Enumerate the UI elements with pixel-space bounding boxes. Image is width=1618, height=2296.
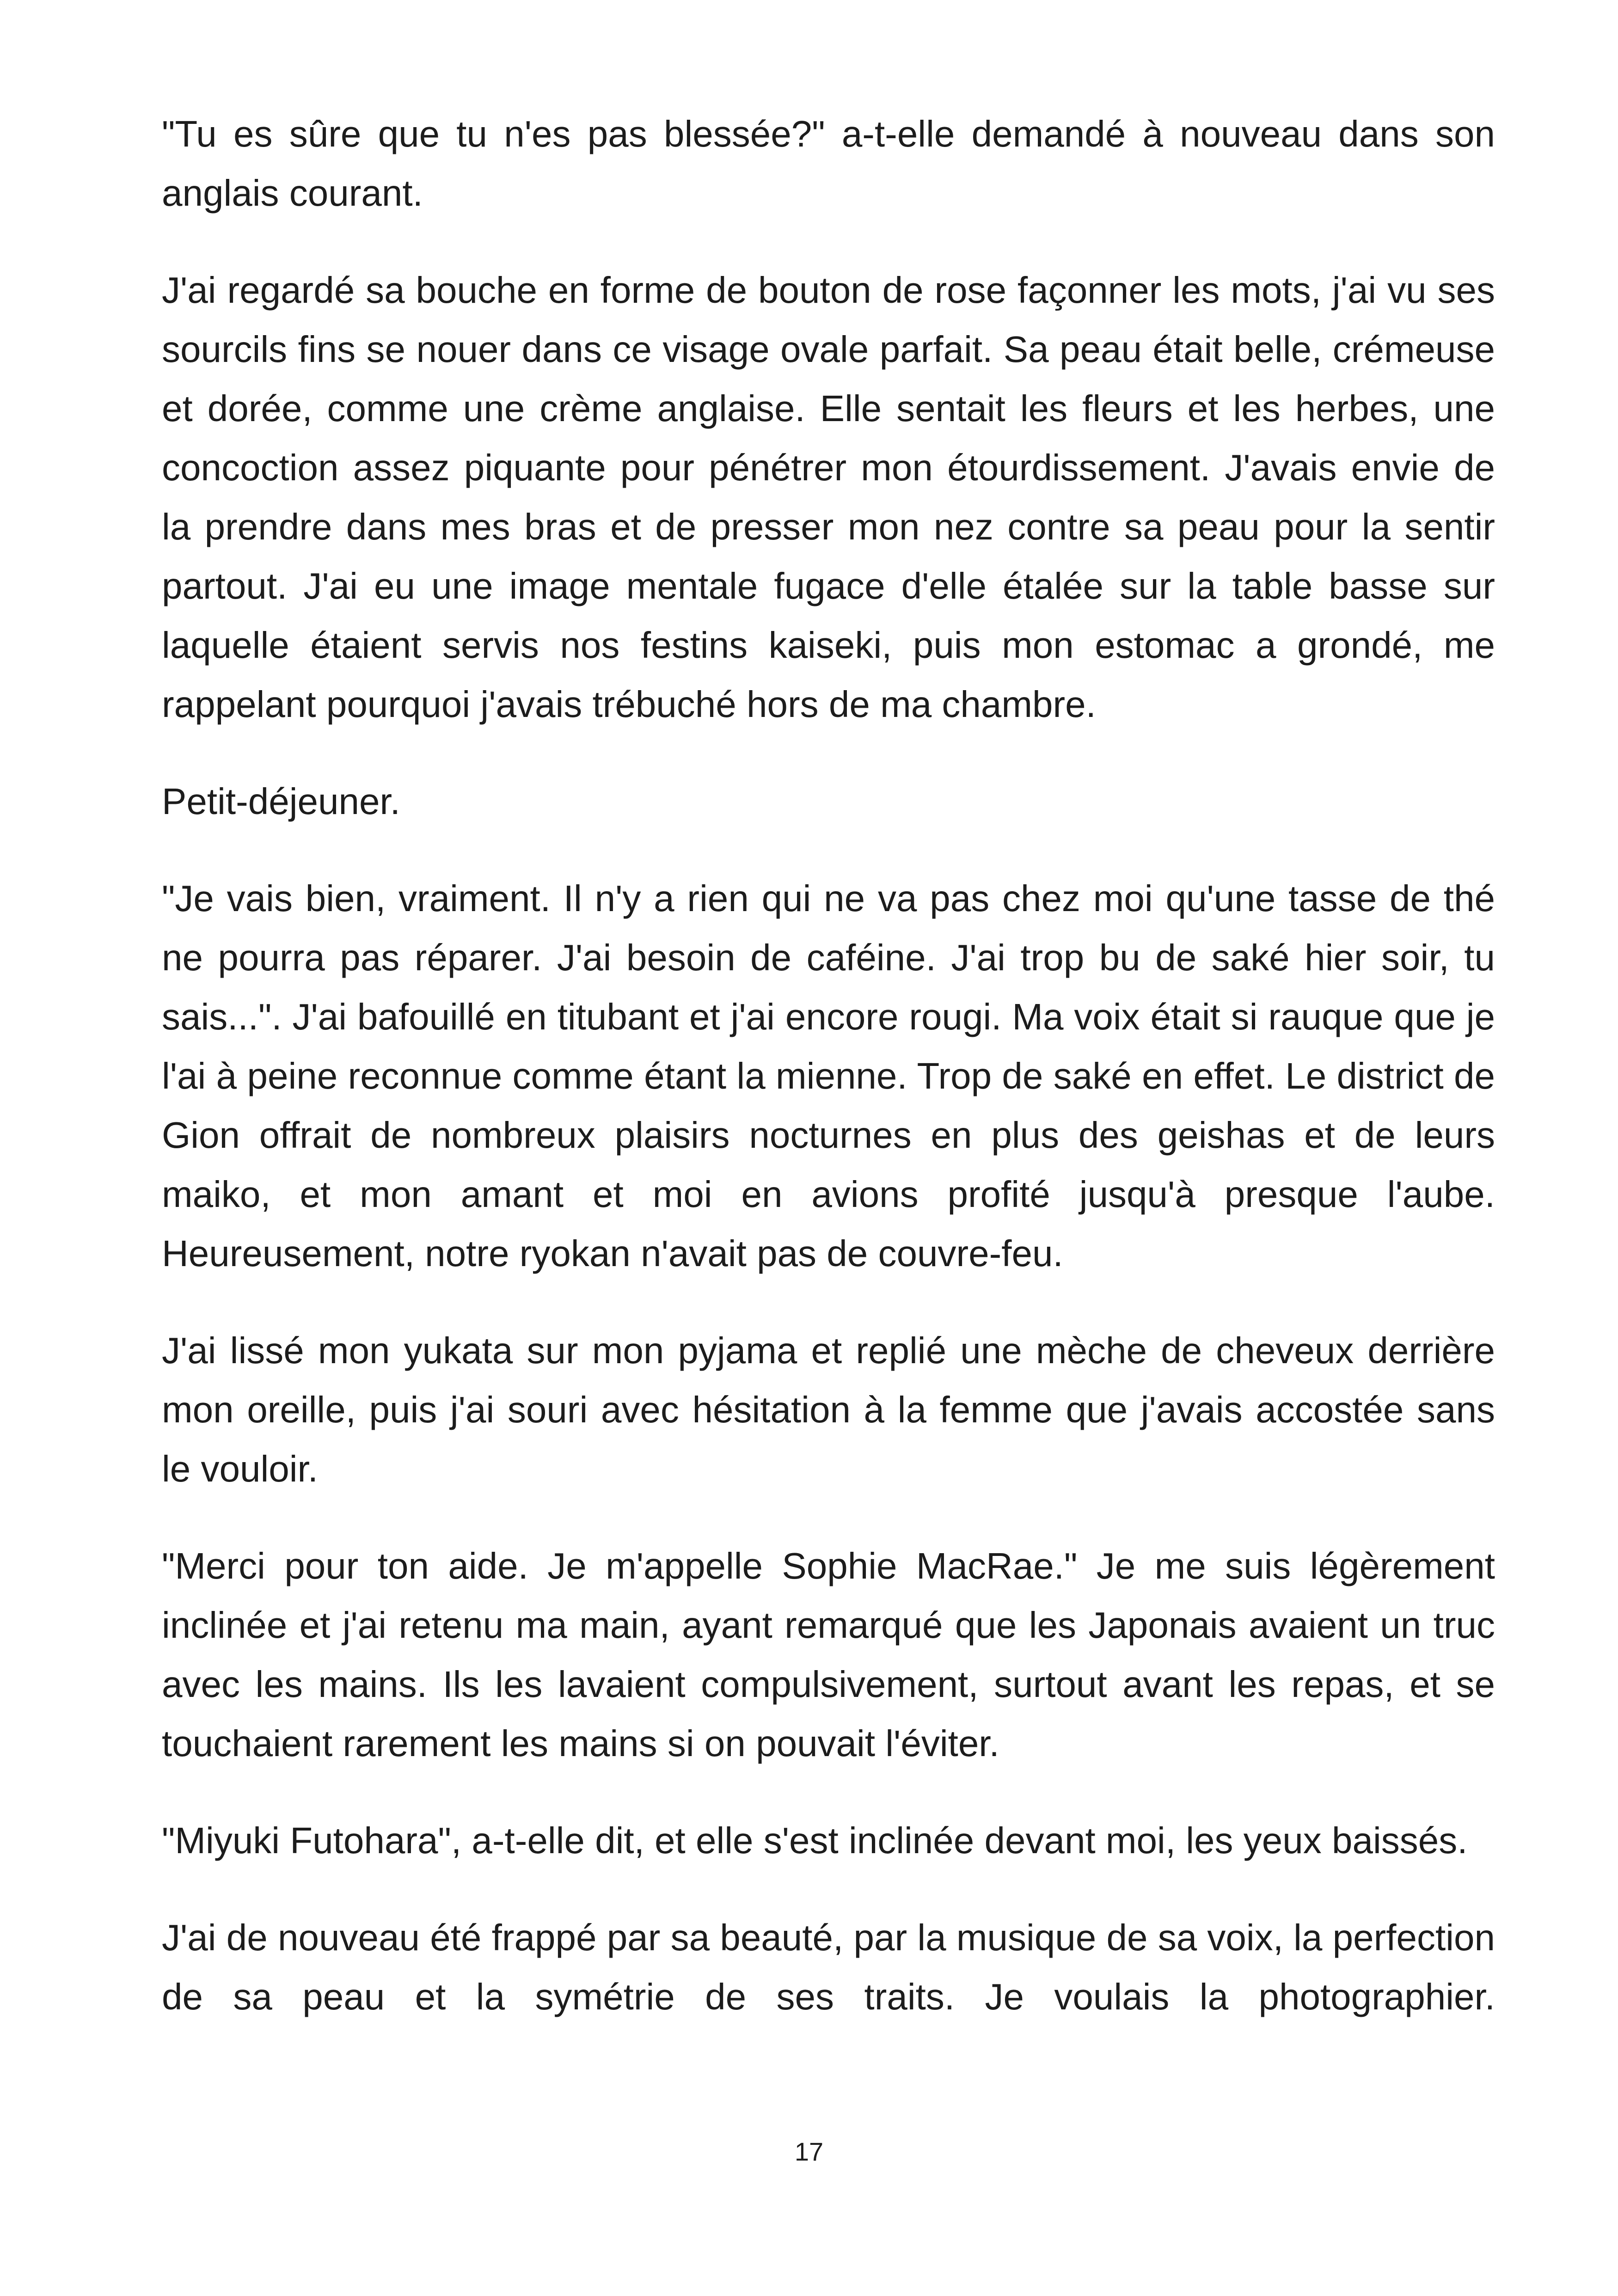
paragraph-2: J'ai regardé sa bouche en forme de bouton de rose façonner les mots, j'ai vu ses sourcils fins se nouer dans ce visage ovale parfait. Sa peau était belle, crémeuse et dorée, comme une crème anglaise. Elle sentait les fleurs et les herbes, une concoction assez piquante pour pénétrer mon étourdissement. J'avais envie de la prendre dans mes bras et de presser mon nez contre sa peau pour la sentir partout. J'ai eu une image mentale fugace d'elle étalée sur la table basse sur laquelle étaient servis nos festins kaiseki, puis mon estomac a grondé, me rappelant pourquoi j'avais trébuché hors de ma chambre. (162, 269, 1495, 725)
paragraph-4: "Je vais bien, vraiment. Il n'y a rien qui ne va pas chez moi qu'une tasse de thé ne pourra pas réparer. J'ai besoin de caféine. J'ai trop bu de saké hier soir, tu sais...". J'ai bafouillé en titubant et j'ai encore rougi. Ma voix était si rauque que je l'ai à peine reconnue comme étant la mienne. Trop de saké en effet. Le district de Gion offrait de nombreux plaisirs nocturnes en plus des geishas et de leurs maiko, et mon amant et moi en avions profité jusqu'à presque l'aube. Heureusement, notre ryokan n'avait pas de couvre-feu. (162, 878, 1495, 1274)
paragraph-3: Petit-déjeuner. (162, 781, 400, 822)
paragraph-7: "Miyuki Futohara", a-t-elle dit, et elle s'est inclinée devant moi, les yeux baissés. (162, 1820, 1468, 1861)
paragraph-6: "Merci pour ton aide. Je m'appelle Sophie MacRae." Je me suis légèrement inclinée et j'ai retenu ma main, ayant remarqué que les Japonais avaient un truc avec les mains. Ils les lavaient compulsivement, surtout avant les repas, et se touchaient rarement les mains si on pouvait l'éviter. (162, 1545, 1495, 1764)
page-number: 17 (794, 2137, 824, 2166)
paragraph-5: J'ai lissé mon yukata sur mon pyjama et replié une mèche de cheveux derrière mon oreille, puis j'ai souri avec hésitation à la femme que j'avais accostée sans le vouloir. (162, 1330, 1495, 1489)
paragraph-1: "Tu es sûre que tu n'es pas blessée?" a-t-elle demandé à nouveau dans son anglais courant. (162, 113, 1495, 214)
body-text (162, 104, 1495, 2064)
paragraph-8: J'ai de nouveau été frappé par sa beauté, par la musique de sa voix, la perfection de sa peau et la symétrie de ses traits. Je voulais la photographier. (162, 1917, 1495, 2017)
